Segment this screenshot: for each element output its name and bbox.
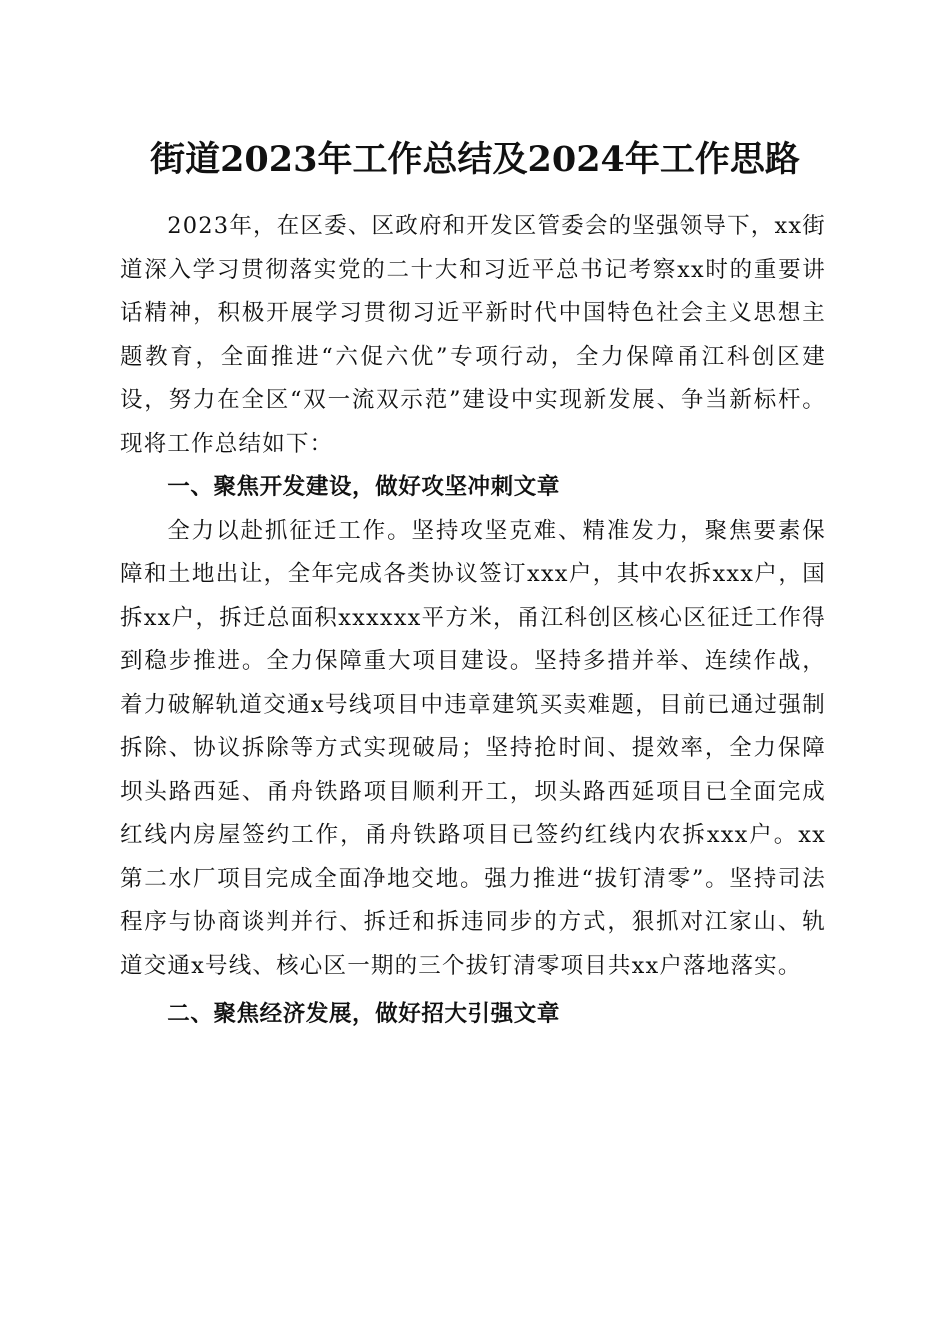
- section-heading-2: 二、聚焦经济发展，做好招大引强文章: [167, 1001, 560, 1027]
- document-body: [120, 205, 826, 1037]
- section-1-paragraph: 全力以赴抓征迁工作。坚持攻坚克难、精准发力，聚焦要素保障和土地出让，全年完成各类协议签订xxx户，其中农拆xxx户，国拆xx户，拆迁总面积xxxxxx平方米，甬江科创区核心区征迁工作得到稳步推进。全力保障重大项目建设。坚持多措并举、连续作战，着力破解轨道交通x号线项目中违章建筑买卖难题，目前已通过强制拆除、协议拆除等方式实现破局；坚持抢时间、提效率，全力保障坝头路西延、甬舟铁路项目顺利开工，坝头路西延项目已全面完成红线内房屋签约工作，甬舟铁路项目已签约红线内农拆xxx户。xx第二水厂项目完成全面净地交地。强力推进“拔钉清零”。坚持司法程序与协商谈判并行、拆迁和拆违同步的方式，狠抓对江家山、轨道交通x号线、核心区一期的三个拔钉清零项目共xx户落地落实。: [120, 517, 826, 979]
- section-heading-1: 一、聚焦开发建设，做好攻坚冲刺文章: [167, 474, 560, 500]
- intro-paragraph: 2023年，在区委、区政府和开发区管委会的坚强领导下，xx街道深入学习贯彻落实党的二十大和习近平总书记考察xx时的重要讲话精神，积极开展学习贯彻习近平新时代中国特色社会主义思想主题教育，全面推进“六促六优”专项行动，全力保障甬江科创区建设，努力在全区“双一流双示范”建设中实现新发展、争当新标杆。现将工作总结如下：: [120, 213, 826, 457]
- document-title: 街道2023年工作总结及2024年工作思路: [150, 139, 800, 180]
